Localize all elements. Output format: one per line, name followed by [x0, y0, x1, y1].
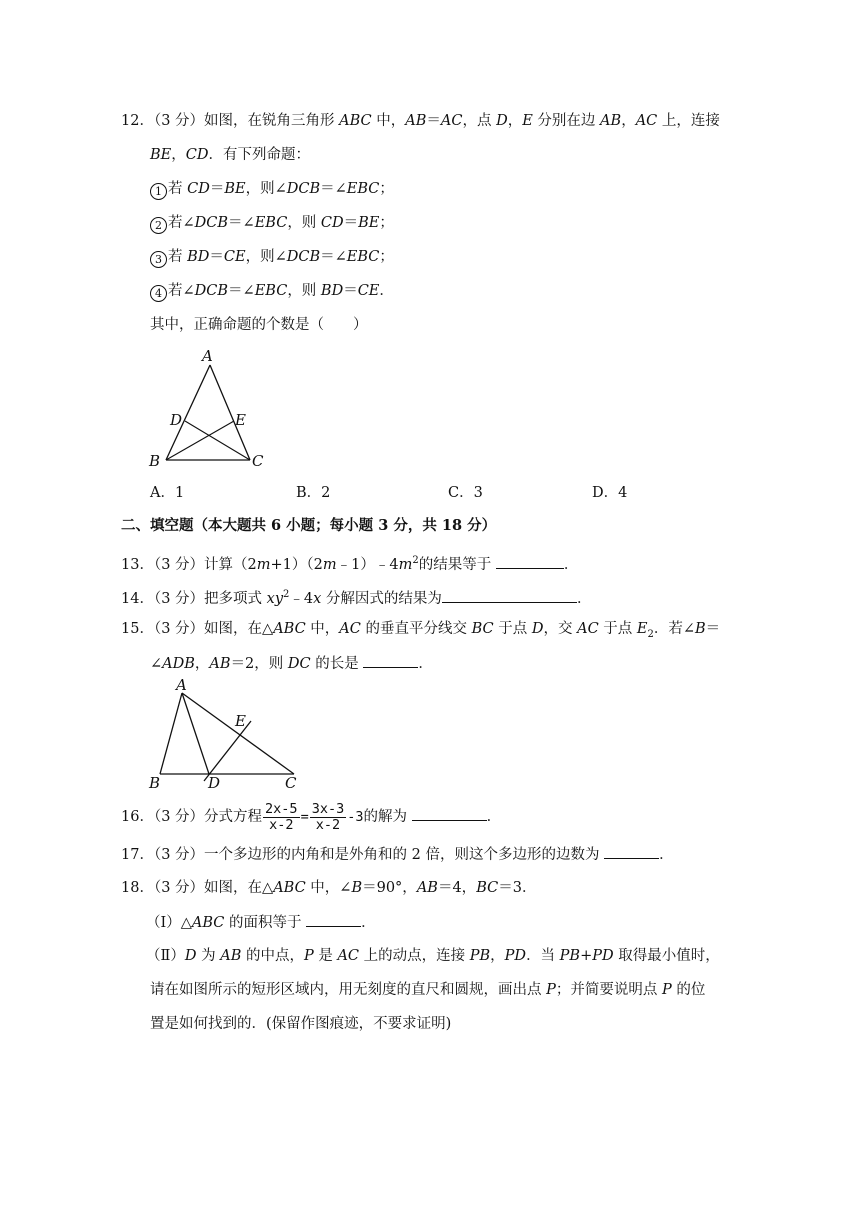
var: EBC — [346, 249, 380, 265]
answer-blank — [306, 912, 361, 927]
q12-text: 分别在边 — [532, 113, 601, 129]
var: P — [303, 948, 314, 964]
q13-text: ． — [563, 556, 579, 573]
var: x — [313, 590, 322, 607]
var: E — [522, 113, 533, 129]
fraction-right — [310, 802, 347, 833]
prop-text: 若 — [168, 181, 188, 197]
q13-text: 的结果等于 — [418, 556, 496, 573]
prop-text: ，则 — [287, 283, 321, 299]
var: BC — [476, 880, 499, 896]
q12-text: 12．（3 分）如图，在锐角三角形 — [121, 113, 340, 129]
var: PD — [504, 948, 527, 964]
q15-text: ，交 — [543, 621, 578, 637]
q18-text: 为 — [196, 948, 221, 964]
q15-text: 15．（3 分）如图，在△ — [121, 621, 274, 637]
q13-text: 13．（3 分）计算（2 — [121, 556, 257, 573]
option-d: D．4 — [592, 485, 628, 501]
circled-number: 3 — [150, 251, 167, 268]
var: ABC — [273, 880, 306, 896]
q12-question: 其中，正确命题的个数是（ ） — [150, 317, 368, 333]
q16-line — [121, 797, 501, 837]
q18-part-2-line-3: 置是如何找到的．(保留作图痕迹，不要求证明) — [150, 1016, 452, 1032]
label-b: B — [149, 452, 161, 470]
label-e: E — [235, 411, 246, 429]
q18-text: 18．（3 分）如图，在△ — [121, 880, 274, 896]
prop-text: ． — [379, 283, 394, 299]
var: AC — [577, 621, 599, 637]
var: B — [695, 621, 706, 637]
q13-text: ﹣1）﹣4 — [336, 556, 399, 573]
q18-text: + — [580, 948, 593, 964]
q18-line-1 — [121, 878, 536, 898]
q15-text: 于点 — [493, 621, 532, 637]
var: AB — [416, 880, 438, 896]
q15-text: 的垂直平分线交 — [360, 621, 472, 637]
label-e: E — [235, 712, 246, 730]
option-b: B．2 — [296, 485, 331, 501]
numerator: 2x-5 — [265, 800, 298, 817]
q12-proposition-3 — [150, 247, 394, 268]
var: AB — [220, 948, 242, 964]
q12-text: ．有下列命题： — [208, 147, 310, 163]
var: B — [351, 880, 363, 896]
q17-text: ． — [659, 847, 674, 863]
circled-number: 4 — [150, 285, 167, 302]
var: BC — [471, 621, 494, 637]
var: AB — [405, 113, 427, 129]
q14-text: 分解因式的结果为 — [321, 590, 442, 607]
var: PD — [592, 948, 614, 964]
q18-text: 的面积等于 — [224, 915, 307, 931]
q16-text: 16．（3 分）分式方程 — [121, 809, 263, 825]
q18-text: ＝3． — [498, 880, 537, 896]
exponent: 2 — [283, 589, 290, 600]
q12-text: 中， — [371, 113, 406, 129]
numerator: 3x-3 — [311, 800, 345, 817]
q18-text: ＝4， — [437, 880, 477, 896]
label-c: C — [285, 774, 297, 792]
q18-text: ；并简要说明点 — [555, 982, 662, 998]
equals-sign: = — [300, 809, 309, 825]
q18-text: ， — [490, 948, 505, 964]
var: BE — [150, 147, 172, 163]
constant-term: -3 — [347, 809, 364, 825]
q13-line — [121, 551, 578, 575]
answer-blank — [363, 653, 418, 668]
answer-blank — [604, 844, 659, 859]
var: m — [256, 556, 271, 573]
label-b: B — [149, 774, 161, 792]
var: ADB — [162, 656, 195, 672]
q12-text: ， — [171, 147, 186, 163]
var: DCB — [286, 249, 321, 265]
q15-text: ．若∠ — [653, 621, 696, 637]
q14-line — [121, 585, 591, 609]
var: m — [322, 556, 337, 573]
label-a: A — [176, 676, 187, 694]
option-a: A．1 — [150, 485, 185, 501]
var: CD — [187, 181, 210, 197]
q15-text: ， — [194, 656, 210, 672]
prop-text: ，则∠ — [245, 181, 287, 197]
prop-text: ＝ — [209, 249, 224, 265]
var: PB — [559, 948, 581, 964]
q15-text: 的长是 — [310, 656, 364, 672]
q18-text: 的中点， — [241, 948, 304, 964]
var: xy — [266, 590, 284, 607]
var: BD — [320, 283, 344, 299]
circled-number: 1 — [150, 183, 167, 200]
q18-text: ＝90°， — [362, 880, 417, 896]
q15-text: ． — [418, 656, 433, 672]
var: DCB — [194, 283, 229, 299]
var: E — [636, 621, 648, 637]
q14-text: ﹣4 — [289, 590, 314, 607]
var: CD — [185, 147, 209, 163]
var: ABC — [339, 113, 372, 129]
q15-text: ＝2，则 — [230, 656, 288, 672]
label-c: C — [252, 452, 264, 470]
q18-part-1 — [146, 912, 376, 933]
q15-text: ＝ — [705, 621, 721, 637]
segment-ad — [182, 693, 209, 774]
q17-line — [121, 844, 674, 865]
var: CD — [320, 215, 344, 231]
q16-text: 的解为 — [363, 809, 412, 825]
q15-line-1 — [121, 619, 720, 645]
q18-part-2-line-2 — [150, 980, 705, 1000]
answer-blank — [412, 806, 487, 821]
prop-text: ； — [379, 215, 394, 231]
section-heading: 二、填空题（本大题共 6 小题；每小题 3 分，共 18 分） — [121, 517, 497, 534]
q12-text: 上，连接 — [657, 113, 720, 129]
exponent: 2 — [412, 555, 419, 566]
answer-blank — [496, 554, 564, 569]
prop-text: ＝ — [343, 215, 359, 231]
q15-text: 于点 — [598, 621, 637, 637]
label-a: A — [202, 347, 213, 365]
prop-text: ，则∠ — [245, 249, 287, 265]
q17-text: 17．（3 分）一个多边形的内角和是外角和的 2 倍，则这个多边形的边数为 — [121, 847, 605, 863]
var: DCB — [194, 215, 229, 231]
prop-text: 若∠ — [168, 283, 195, 299]
answer-blank — [442, 588, 577, 603]
q12-text: ＝ — [426, 113, 441, 129]
var: EBC — [254, 283, 288, 299]
var: AC — [440, 113, 463, 129]
var: AB — [600, 113, 622, 129]
var: EBC — [346, 181, 380, 197]
var: ABC — [273, 621, 306, 637]
var: AC — [337, 948, 360, 964]
var: BE — [358, 215, 380, 231]
fraction-left — [263, 802, 300, 833]
q12-text: ， — [507, 113, 523, 129]
prop-text: ； — [379, 181, 394, 197]
prop-text: ＝ — [209, 181, 225, 197]
q12-proposition-1 — [150, 179, 394, 200]
var: AC — [339, 621, 361, 637]
q12-line-1 — [121, 111, 720, 131]
var: AC — [635, 113, 658, 129]
q15-text: 中， — [305, 621, 340, 637]
perpendicular-bisector — [204, 721, 251, 781]
q12-line-2 — [150, 145, 310, 165]
var: DCB — [286, 181, 321, 197]
q18-text: 上的动点，连接 — [359, 948, 470, 964]
var: DC — [287, 656, 311, 672]
prop-text: 若 — [168, 249, 188, 265]
var: ABC — [191, 915, 225, 931]
q18-text: 取得最小值时， — [613, 948, 720, 964]
subscript: 2 — [647, 628, 654, 640]
label-d: D — [208, 774, 221, 792]
var: D — [531, 621, 544, 637]
q18-text: 中，∠ — [305, 880, 352, 896]
label-d: D — [170, 411, 183, 429]
var: P — [661, 982, 672, 998]
var: D — [496, 113, 508, 129]
side-ab — [160, 693, 182, 774]
q15-line-2 — [150, 653, 433, 674]
q18-part-2-line-1 — [146, 946, 720, 966]
prop-text: ，则 — [287, 215, 321, 231]
prop-text: ＝∠ — [320, 249, 347, 265]
q18-text: 是 — [313, 948, 338, 964]
q12-text: ， — [621, 113, 636, 129]
prop-text: 若∠ — [168, 215, 195, 231]
var: P — [546, 982, 556, 998]
var: PB — [469, 948, 491, 964]
q18-text: ． — [361, 915, 376, 931]
var: BD — [187, 249, 210, 265]
q12-proposition-4 — [150, 281, 394, 302]
q18-text: （Ⅰ）△ — [146, 915, 192, 931]
var: AB — [209, 656, 231, 672]
q16-text: ． — [486, 809, 502, 825]
prop-text: ＝∠ — [228, 215, 255, 231]
var: EBC — [254, 215, 288, 231]
prop-text: ＝∠ — [228, 283, 255, 299]
circled-number: 2 — [150, 217, 167, 234]
q18-text: ．当 — [526, 948, 560, 964]
q13-text: +1）（2 — [270, 556, 323, 573]
option-c: C．3 — [448, 485, 483, 501]
var: BE — [224, 181, 246, 197]
prop-text: ＝ — [343, 283, 358, 299]
var: m — [398, 556, 413, 573]
q15-triangle-figure — [142, 675, 307, 795]
q12-triangle-figure — [140, 345, 270, 470]
denominator: x-2 — [315, 816, 341, 833]
q18-text: （Ⅱ） — [146, 948, 185, 964]
side-ac — [182, 693, 294, 774]
q12-text: ，点 — [462, 113, 497, 129]
q18-text: 请在如图所示的短形区域内，用无刻度的直尺和圆规，画出点 — [150, 982, 547, 998]
q14-text: ． — [576, 590, 592, 607]
prop-text: ＝∠ — [320, 181, 347, 197]
q14-text: 14．（3 分）把多项式 — [121, 590, 267, 607]
prop-text: ； — [379, 249, 394, 265]
var: CE — [357, 283, 380, 299]
q18-text: 的位 — [671, 982, 706, 998]
var: CE — [223, 249, 246, 265]
denominator: x-2 — [269, 816, 294, 833]
q12-proposition-2 — [150, 213, 394, 234]
q15-text: ∠ — [150, 656, 163, 672]
var: D — [184, 948, 197, 964]
